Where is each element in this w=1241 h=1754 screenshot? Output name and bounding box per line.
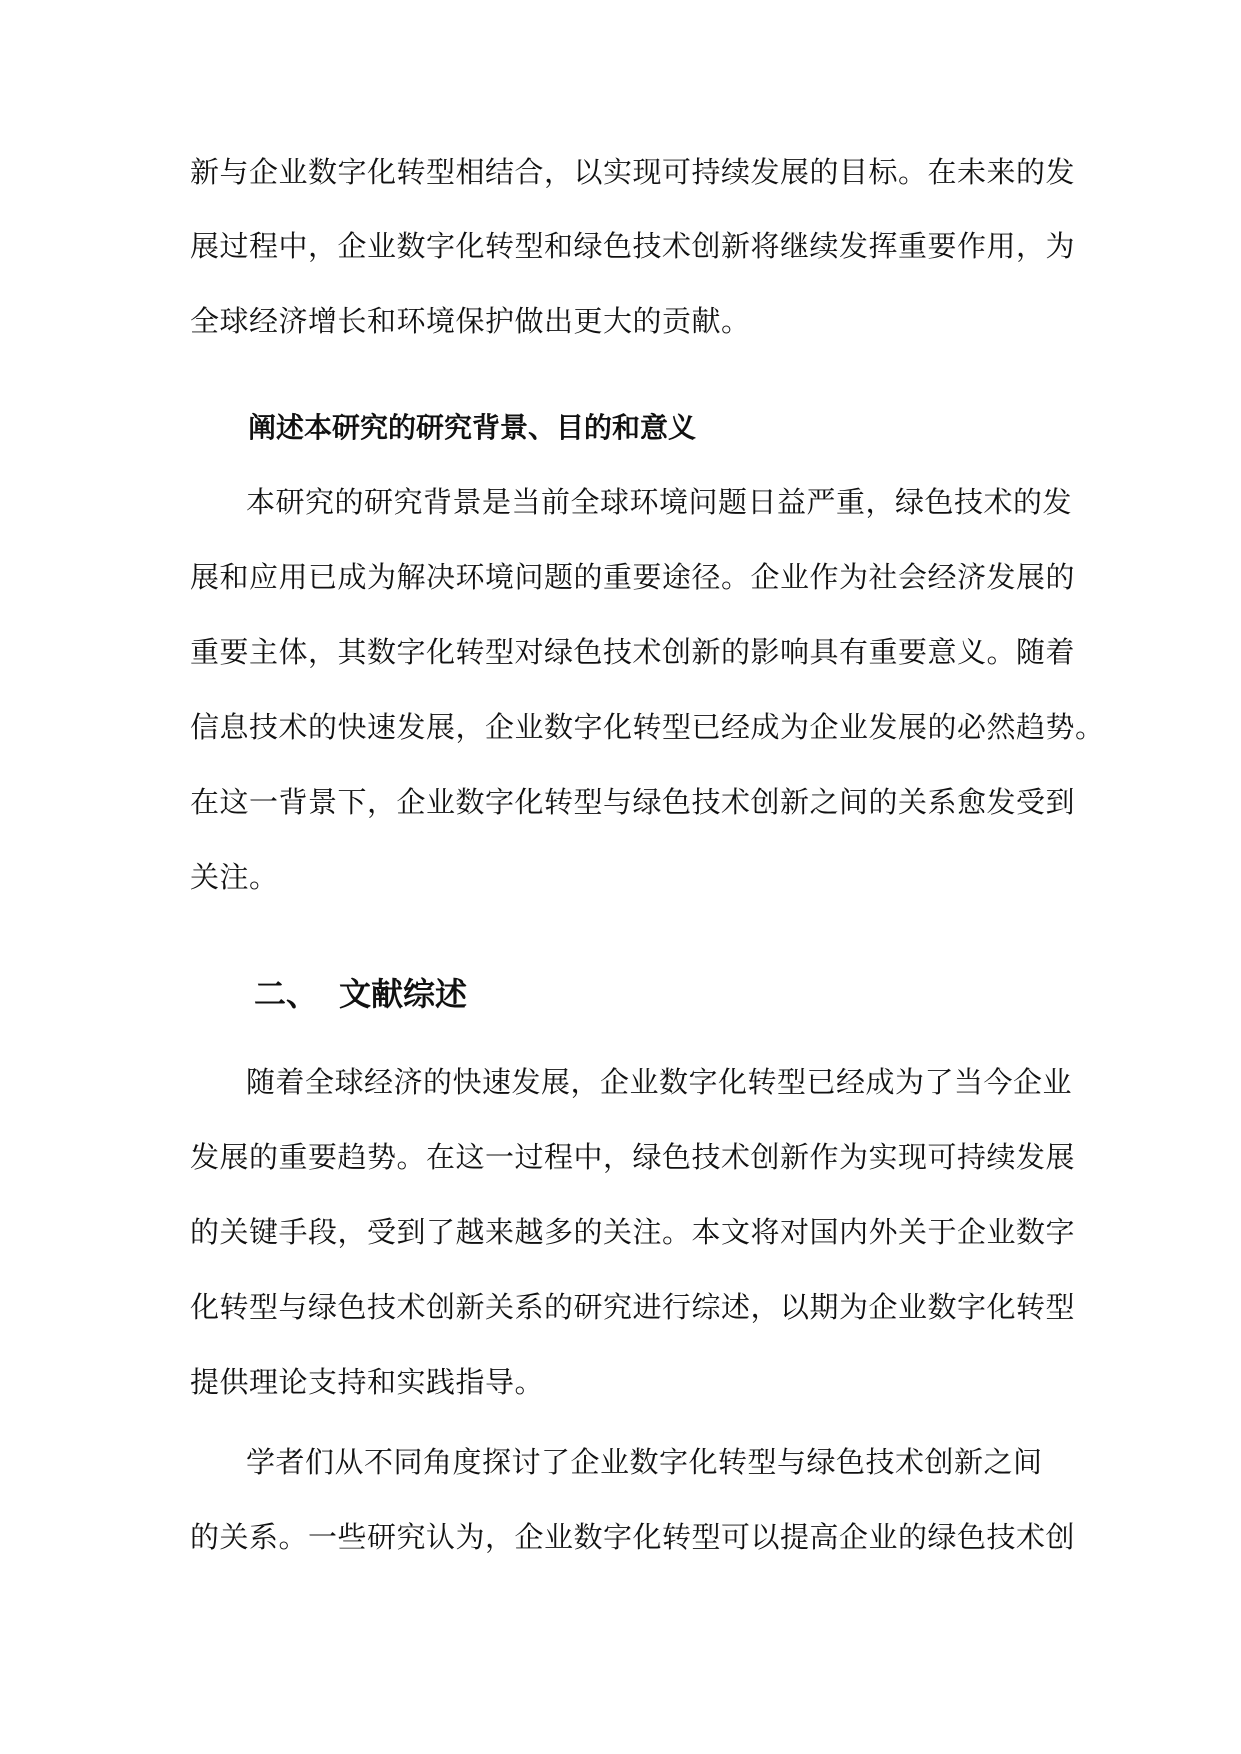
paragraph-line: 发展的重要趋势。在这一过程中，绿色技术创新作为实现可持续发展 bbox=[190, 1140, 1076, 1174]
paragraph-line: 学者们从不同角度探讨了企业数字化转型与绿色技术创新之间 bbox=[246, 1445, 1043, 1479]
paragraph-line: 全球经济增长和环境保护做出更大的贡献。 bbox=[190, 304, 751, 338]
paragraph-line: 展和应用已成为解决环境问题的重要途径。企业作为社会经济发展的 bbox=[190, 560, 1076, 594]
paragraph-line: 关注。 bbox=[190, 860, 279, 894]
paragraph-line: 提供理论支持和实践指导。 bbox=[190, 1365, 545, 1399]
paragraph-line: 的关系。一些研究认为，企业数字化转型可以提高企业的绿色技术创 bbox=[190, 1520, 1076, 1554]
section-title: 文献综述 bbox=[339, 975, 468, 1013]
paragraph-line: 展过程中，企业数字化转型和绿色技术创新将继续发挥重要作用，为 bbox=[190, 229, 1076, 263]
paragraph-line: 随着全球经济的快速发展，企业数字化转型已经成为了当今企业 bbox=[246, 1065, 1073, 1099]
paragraph-line: 化转型与绿色技术创新关系的研究进行综述，以期为企业数字化转型 bbox=[190, 1290, 1076, 1324]
paragraph-line: 信息技术的快速发展，企业数字化转型已经成为企业发展的必然趋势。 bbox=[190, 710, 1105, 744]
paragraph-line: 新与企业数字化转型相结合，以实现可持续发展的目标。在未来的发 bbox=[190, 155, 1076, 189]
subheading: 阐述本研究的研究背景、目的和意义 bbox=[248, 411, 697, 444]
paragraph-line: 重要主体，其数字化转型对绿色技术创新的影响具有重要意义。随着 bbox=[190, 635, 1076, 669]
section-heading bbox=[254, 972, 467, 1016]
section-number: 二、 bbox=[254, 975, 319, 1013]
paragraph-line: 在这一背景下，企业数字化转型与绿色技术创新之间的关系愈发受到 bbox=[190, 785, 1076, 819]
paragraph-line: 本研究的研究背景是当前全球环境问题日益严重，绿色技术的发 bbox=[246, 485, 1073, 519]
paragraph-line: 的关键手段，受到了越来越多的关注。本文将对国内外关于企业数字 bbox=[190, 1215, 1076, 1249]
